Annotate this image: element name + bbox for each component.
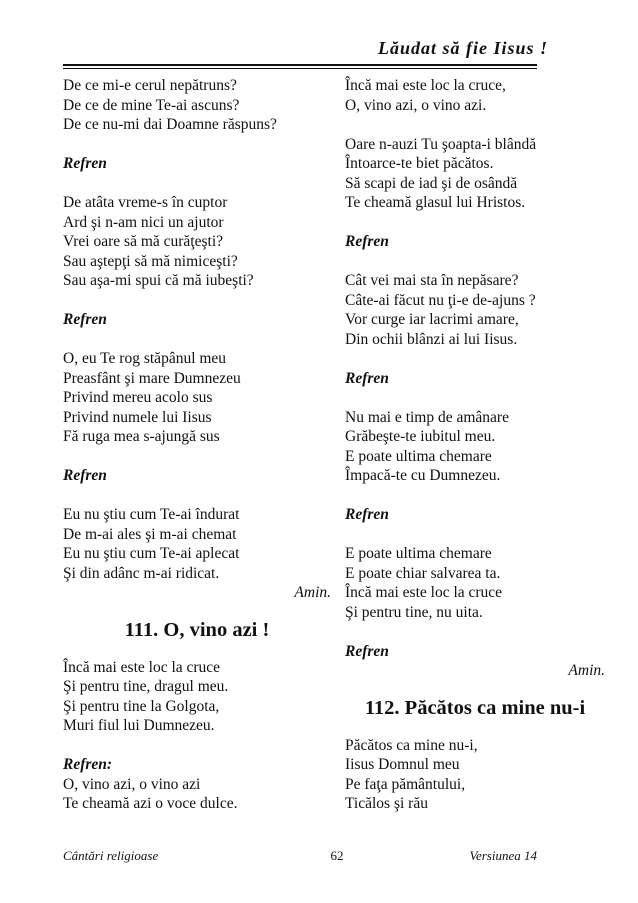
stanza-gap — [63, 447, 331, 467]
verse-line: O, vino azi, o vino azi. — [345, 96, 487, 114]
verse-line: Vor curge iar lacrimi amare, — [345, 311, 519, 328]
verse-line: O, vino azi, o vino azi — [63, 775, 201, 793]
stanza-gap — [345, 213, 605, 233]
song-title: 111. O, vino azi ! — [124, 618, 270, 641]
verse-line: Păcătos ca mine nu-i, — [345, 736, 478, 754]
verse-line: Oare n-auzi Tu şoapta-i blândă — [345, 135, 537, 153]
verse-line: Cât vei mai sta în nepăsare? — [345, 272, 519, 289]
refrain-marker: Refren — [345, 642, 389, 660]
footer-version: Versiunea 14 — [469, 848, 537, 863]
verse-line: De atâta vreme-s în cuptor — [63, 194, 228, 211]
stanza-gap — [63, 486, 331, 506]
refrain-marker: Refren: — [63, 756, 113, 773]
verse-line: De ce nu-mi dai Doamne răspuns? — [63, 116, 277, 133]
verse-line: Să scapi de iad şi de osândă — [345, 174, 518, 192]
stanza-gap — [63, 330, 331, 350]
verse-line: E poate ultima chemare — [345, 447, 492, 465]
verse-line: Nu mai e timp de amânare — [345, 408, 509, 426]
verse-line: Grăbeşte-te iubitul meu. — [345, 428, 496, 445]
verse-line: Sau aştepţi să mă nimiceşti? — [63, 252, 238, 270]
verse-line: Privind numele lui Iisus — [63, 408, 212, 426]
verse-line: Fă ruga mea s-ajungă sus — [63, 428, 220, 445]
verse-line: Şi din adânc m-ai ridicat. — [63, 564, 220, 582]
stanza-gap — [345, 349, 605, 369]
right-column — [345, 76, 605, 814]
verse-line: Muri fiul lui Dumnezeu. — [63, 717, 215, 734]
amen-marker: Amin. — [294, 584, 331, 601]
verse-line: Încă mai este loc la cruce, — [345, 77, 506, 94]
stanza-gap — [63, 174, 331, 194]
verse-line: De ce mi-e cerul nepătruns? — [63, 77, 237, 94]
left-column — [63, 76, 331, 814]
verse-line: Pe faţa pământului, — [345, 775, 466, 793]
verse-line: Din ochii blânzi ai lui Iisus. — [345, 330, 518, 348]
stanza-gap — [63, 736, 331, 756]
verse-line: Împacă-te cu Dumnezeu. — [345, 467, 501, 484]
verse-line: Sau aşa-mi spui că mă iubeşti? — [63, 272, 254, 289]
verse-line: Te cheamă glasul lui Hristos. — [345, 194, 526, 211]
verse-line: Privind mereu acolo sus — [63, 389, 213, 406]
refrain-marker: Refren — [345, 506, 389, 523]
verse-line: Vrei oare să mă curăţeşti? — [63, 233, 224, 250]
refrain-marker: Refren — [63, 467, 107, 484]
verse-line: Ard şi n-am nici un ajutor — [63, 213, 224, 231]
verse-line: Întoarce-te biet păcătos. — [345, 155, 494, 172]
refrain-marker: Refren — [345, 233, 389, 250]
verse-line: Te cheamă azi o voce dulce. — [63, 795, 238, 812]
verse-line: De m-ai ales şi m-ai chemat — [63, 525, 237, 543]
song-title: 112. Păcătos ca mine nu-i — [364, 696, 586, 719]
stanza-gap — [345, 486, 605, 506]
stanza-gap — [345, 252, 605, 272]
verse-line: Eu nu ştiu cum Te-ai îndurat — [63, 506, 240, 523]
stanza-gap — [345, 622, 605, 642]
footer-page-number: 62 — [330, 848, 344, 863]
header-rule-thin — [63, 68, 537, 69]
verse-line: E poate chiar salvarea ta. — [345, 564, 501, 582]
stanza-gap — [345, 525, 605, 545]
verse-line: Încă mai este loc la cruce — [345, 584, 503, 601]
refrain-marker: Refren — [63, 155, 107, 172]
stanza-gap — [345, 115, 605, 135]
verse-line: Eu nu ştiu cum Te-ai aplecat — [63, 545, 240, 562]
verse-line: Şi pentru tine, nu uita. — [345, 603, 483, 621]
stanza-gap — [63, 291, 331, 311]
refrain-marker: Refren — [63, 311, 107, 328]
stanza-gap — [63, 135, 331, 155]
amen-marker: Amin. — [568, 662, 605, 679]
verse-line: Câte-ai făcut nu ţi-e de-ajuns ? — [345, 291, 536, 309]
refrain-marker: Refren — [345, 369, 389, 387]
verse-line: O, eu Te rog stăpânul meu — [63, 350, 227, 367]
stanza-gap — [345, 388, 605, 408]
header-rule-thick — [63, 64, 537, 66]
verse-line: Încă mai este loc la cruce — [63, 658, 221, 676]
running-header-title: Lăudat să fie Iisus ! — [377, 38, 548, 58]
verse-line: De ce de mine Te-ai ascuns? — [63, 96, 240, 114]
verse-line: Şi pentru tine la Golgota, — [63, 697, 220, 715]
verse-line: Preasfânt şi mare Dumnezeu — [63, 369, 241, 387]
verse-line: E poate ultima chemare — [345, 545, 492, 562]
footer-book-title: Cântări religioase — [63, 848, 159, 863]
verse-line: Ticălos şi rău — [345, 795, 428, 812]
verse-line: Iisus Domnul meu — [345, 756, 460, 773]
verse-line: Şi pentru tine, dragul meu. — [63, 678, 229, 695]
